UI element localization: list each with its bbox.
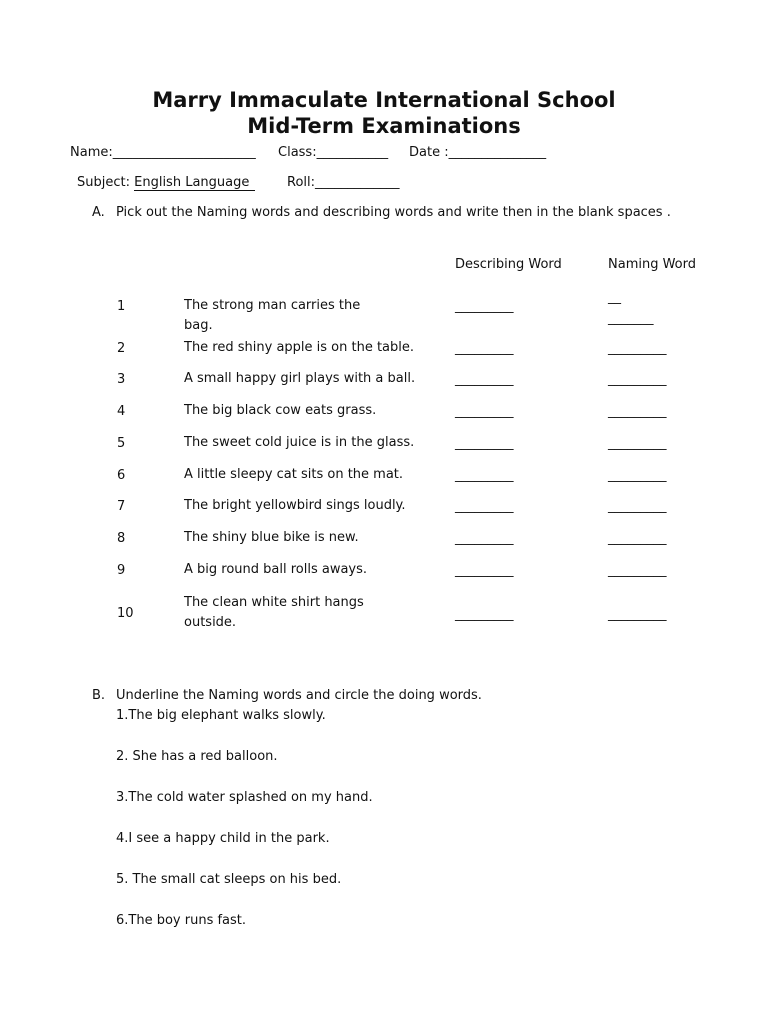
list-item: 4.I see a happy child in the park. <box>116 831 330 846</box>
naming-word-blank[interactable]: _________ <box>608 341 667 356</box>
name-field <box>70 145 256 160</box>
section-a-instruction: Pick out the Naming words and describing words and write then in the blank spaces . <box>116 205 671 220</box>
list-item: 2. She has a red balloon. <box>116 749 278 764</box>
describing-word-blank[interactable]: _________ <box>455 404 514 419</box>
row-number: 9 <box>117 563 126 578</box>
describing-word-blank[interactable]: _________ <box>455 531 514 546</box>
naming-word-blank-continued[interactable]: _______ <box>608 311 654 326</box>
section-b-heading <box>92 688 482 703</box>
roll-blank: _____________ <box>315 175 400 190</box>
list-item: 5. The small cat sleeps on his bed. <box>116 872 342 887</box>
row-number: 8 <box>117 531 126 546</box>
list-item: 6.The boy runs fast. <box>116 913 247 928</box>
naming-word-blank[interactable]: _________ <box>608 563 667 578</box>
row-sentence: A big round ball rolls aways. <box>184 562 368 577</box>
col-header-describing: Describing Word <box>455 257 562 272</box>
section-b-instruction: Underline the Naming words and circle the doing words. <box>116 688 482 703</box>
date-field <box>409 145 546 160</box>
section-b-letter: B. <box>92 688 106 703</box>
row-number: 3 <box>117 372 126 387</box>
row-sentence: The strong man carries the bag. <box>184 298 361 333</box>
naming-word-blank[interactable]: _________ <box>608 372 667 387</box>
row-number: 5 <box>117 436 126 451</box>
describing-word-blank[interactable]: _________ <box>455 563 514 578</box>
describing-word-blank[interactable]: _________ <box>455 499 514 514</box>
row-sentence: A small happy girl plays with a ball. <box>184 371 416 386</box>
naming-word-blank[interactable]: _________ <box>608 499 667 514</box>
describing-word-blank[interactable]: _________ <box>455 607 514 622</box>
naming-word-blank[interactable]: _________ <box>608 531 667 546</box>
row-sentence: The bright yellowbird sings loudly. <box>184 498 406 513</box>
row-sentence: The clean white shirt hangs outside. <box>184 595 364 630</box>
list-item: 3.The cold water splashed on my hand. <box>116 790 373 805</box>
naming-word-blank[interactable]: _________ <box>608 607 667 622</box>
naming-word-blank[interactable]: _________ <box>608 404 667 419</box>
roll-label: Roll: <box>287 175 316 190</box>
describing-word-blank[interactable]: _________ <box>455 299 514 314</box>
col-header-naming: Naming Word <box>608 257 697 272</box>
describing-word-blank[interactable]: _________ <box>455 341 514 356</box>
naming-word-blank[interactable]: _________ <box>608 436 667 451</box>
naming-word-blank[interactable]: __ <box>608 290 621 305</box>
subject-value: English Language <box>134 175 255 191</box>
name-label: Name: <box>70 145 113 160</box>
class-label: Class: <box>278 145 317 160</box>
row-sentence: A little sleepy cat sits on the mat. <box>184 467 404 482</box>
row-number: 1 <box>117 299 126 314</box>
describing-word-blank[interactable]: _________ <box>455 372 514 387</box>
row-number: 6 <box>117 468 126 483</box>
row-number: 4 <box>117 404 126 419</box>
row-sentence: The big black cow eats grass. <box>184 403 377 418</box>
describing-word-blank[interactable]: _________ <box>455 468 514 483</box>
row-number: 2 <box>117 341 126 356</box>
roll-field <box>287 175 400 190</box>
row-sentence: The red shiny apple is on the table. <box>184 340 415 355</box>
list-item: 1.The big elephant walks slowly. <box>116 708 326 723</box>
date-label: Date : <box>409 145 449 160</box>
name-blank: ______________________ <box>112 145 256 160</box>
row-sentence: The sweet cold juice is in the glass. <box>184 435 415 450</box>
describing-word-blank[interactable]: _________ <box>455 436 514 451</box>
class-blank: ___________ <box>316 145 389 160</box>
row-number: 7 <box>117 499 126 514</box>
subject-label: Subject: <box>77 175 135 190</box>
section-a-letter: A. <box>92 205 105 220</box>
date-blank: _______________ <box>448 145 547 160</box>
row-sentence: The shiny blue bike is new. <box>184 530 359 545</box>
school-name: Marry Immaculate International School <box>152 88 616 112</box>
subject-field <box>77 175 255 190</box>
class-field <box>278 145 388 160</box>
section-a-heading <box>92 205 671 220</box>
exam-title: Mid-Term Examinations <box>247 114 521 138</box>
row-number: 10 <box>117 606 134 621</box>
naming-word-blank[interactable]: _________ <box>608 468 667 483</box>
